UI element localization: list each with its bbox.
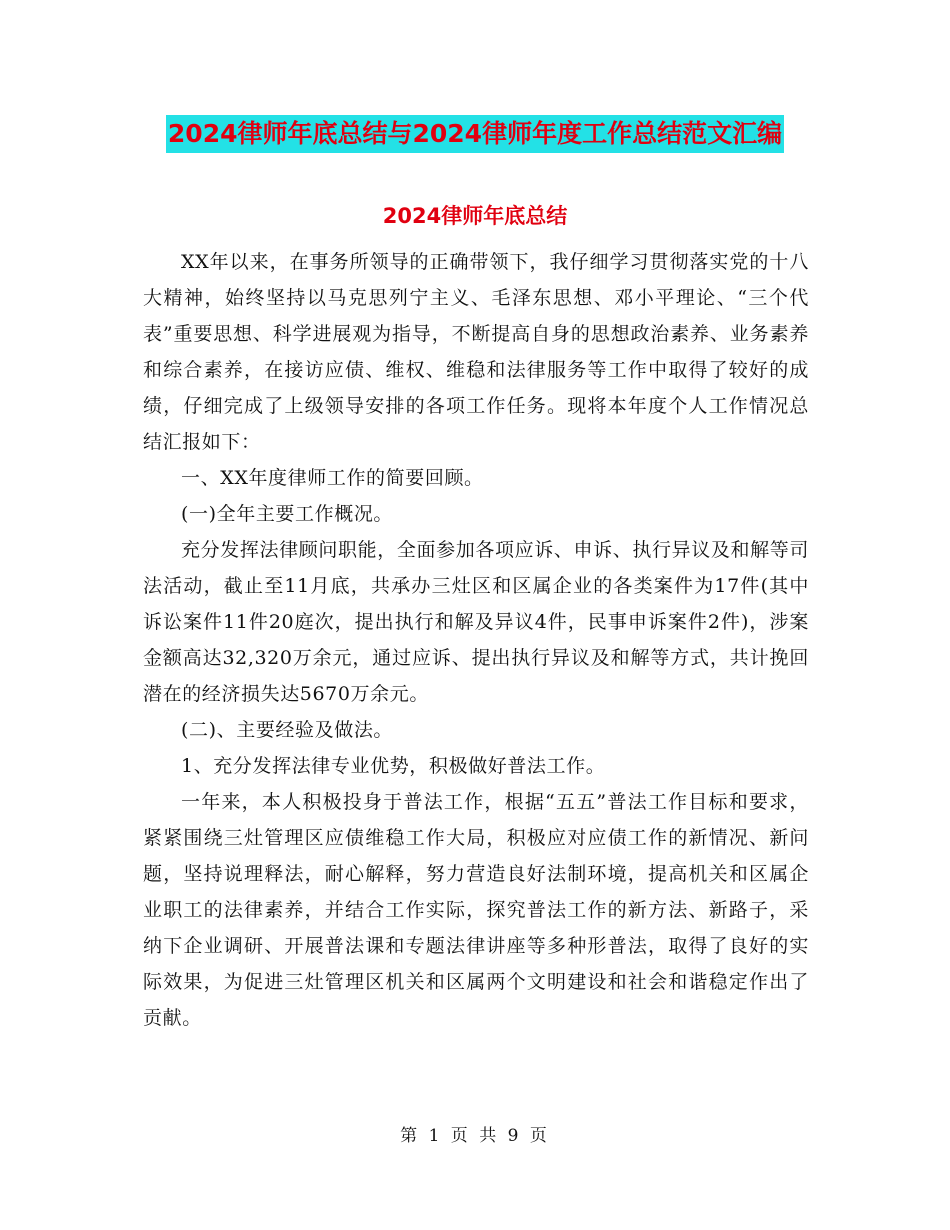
- page-footer: 第 1 页 共 9 页: [400, 1126, 550, 1146]
- paragraph: 一年来，本人积极投身于普法工作，根据“五五”普法工作目标和要求，紧紧围绕三灶管理区应债维稳工作大局，积极应对应债工作的新情况、新问题，坚持说理释法，耐心解释，努力营造良好法制环境，提高机关和区属企业职工的法律素养，并结合工作实际，探究普法工作的新方法、新路子，采纳下企业调研、开展普法课和专题法律讲座等多种形普法，取得了良好的实际效果，为促进三灶管理区机关和区属两个文明建设和社会和谐稳定作出了贡献。: [143, 791, 809, 1029]
- document-body: [143, 244, 809, 1036]
- document-title: 2024律师年底总结与2024律师年度工作总结范文汇编: [166, 115, 784, 153]
- section-title: 2024律师年底总结: [382, 204, 568, 228]
- paragraph: (一)全年主要工作概况。: [181, 503, 394, 525]
- paragraph: 一、XX年度律师工作的简要回顾。: [181, 467, 484, 489]
- paragraph: 充分发挥法律顾问职能，全面参加各项应诉、申诉、执行异议及和解等司法活动，截止至11月底，共承办三灶区和区属企业的各类案件为17件(其中诉讼案件11件20庭次，提出执行和解及异议4件，民事申诉案件2件)，涉案金额高达32,320万余元，通过应诉、提出执行异议及和解等方式，共计挽回潜在的经济损失达5670万余元。: [143, 539, 809, 705]
- paragraph: 1、充分发挥法律专业优势，积极做好普法工作。: [181, 755, 606, 777]
- document-title-block: [0, 112, 950, 153]
- paragraph: (二)、主要经验及做法。: [181, 719, 394, 741]
- paragraph: XX年以来，在事务所领导的正确带领下，我仔细学习贯彻落实党的十八大精神，始终坚持以马克思列宁主义、毛泽东思想、邓小平理论、“三个代表”重要思想、科学进展观为指导，不断提高自身的思想政治素养、业务素养和综合素养，在接访应债、维权、维稳和法律服务等工作中取得了较好的成绩，仔细完成了上级领导安排的各项工作任务。现将本年度个人工作情况总结汇报如下：: [143, 251, 809, 453]
